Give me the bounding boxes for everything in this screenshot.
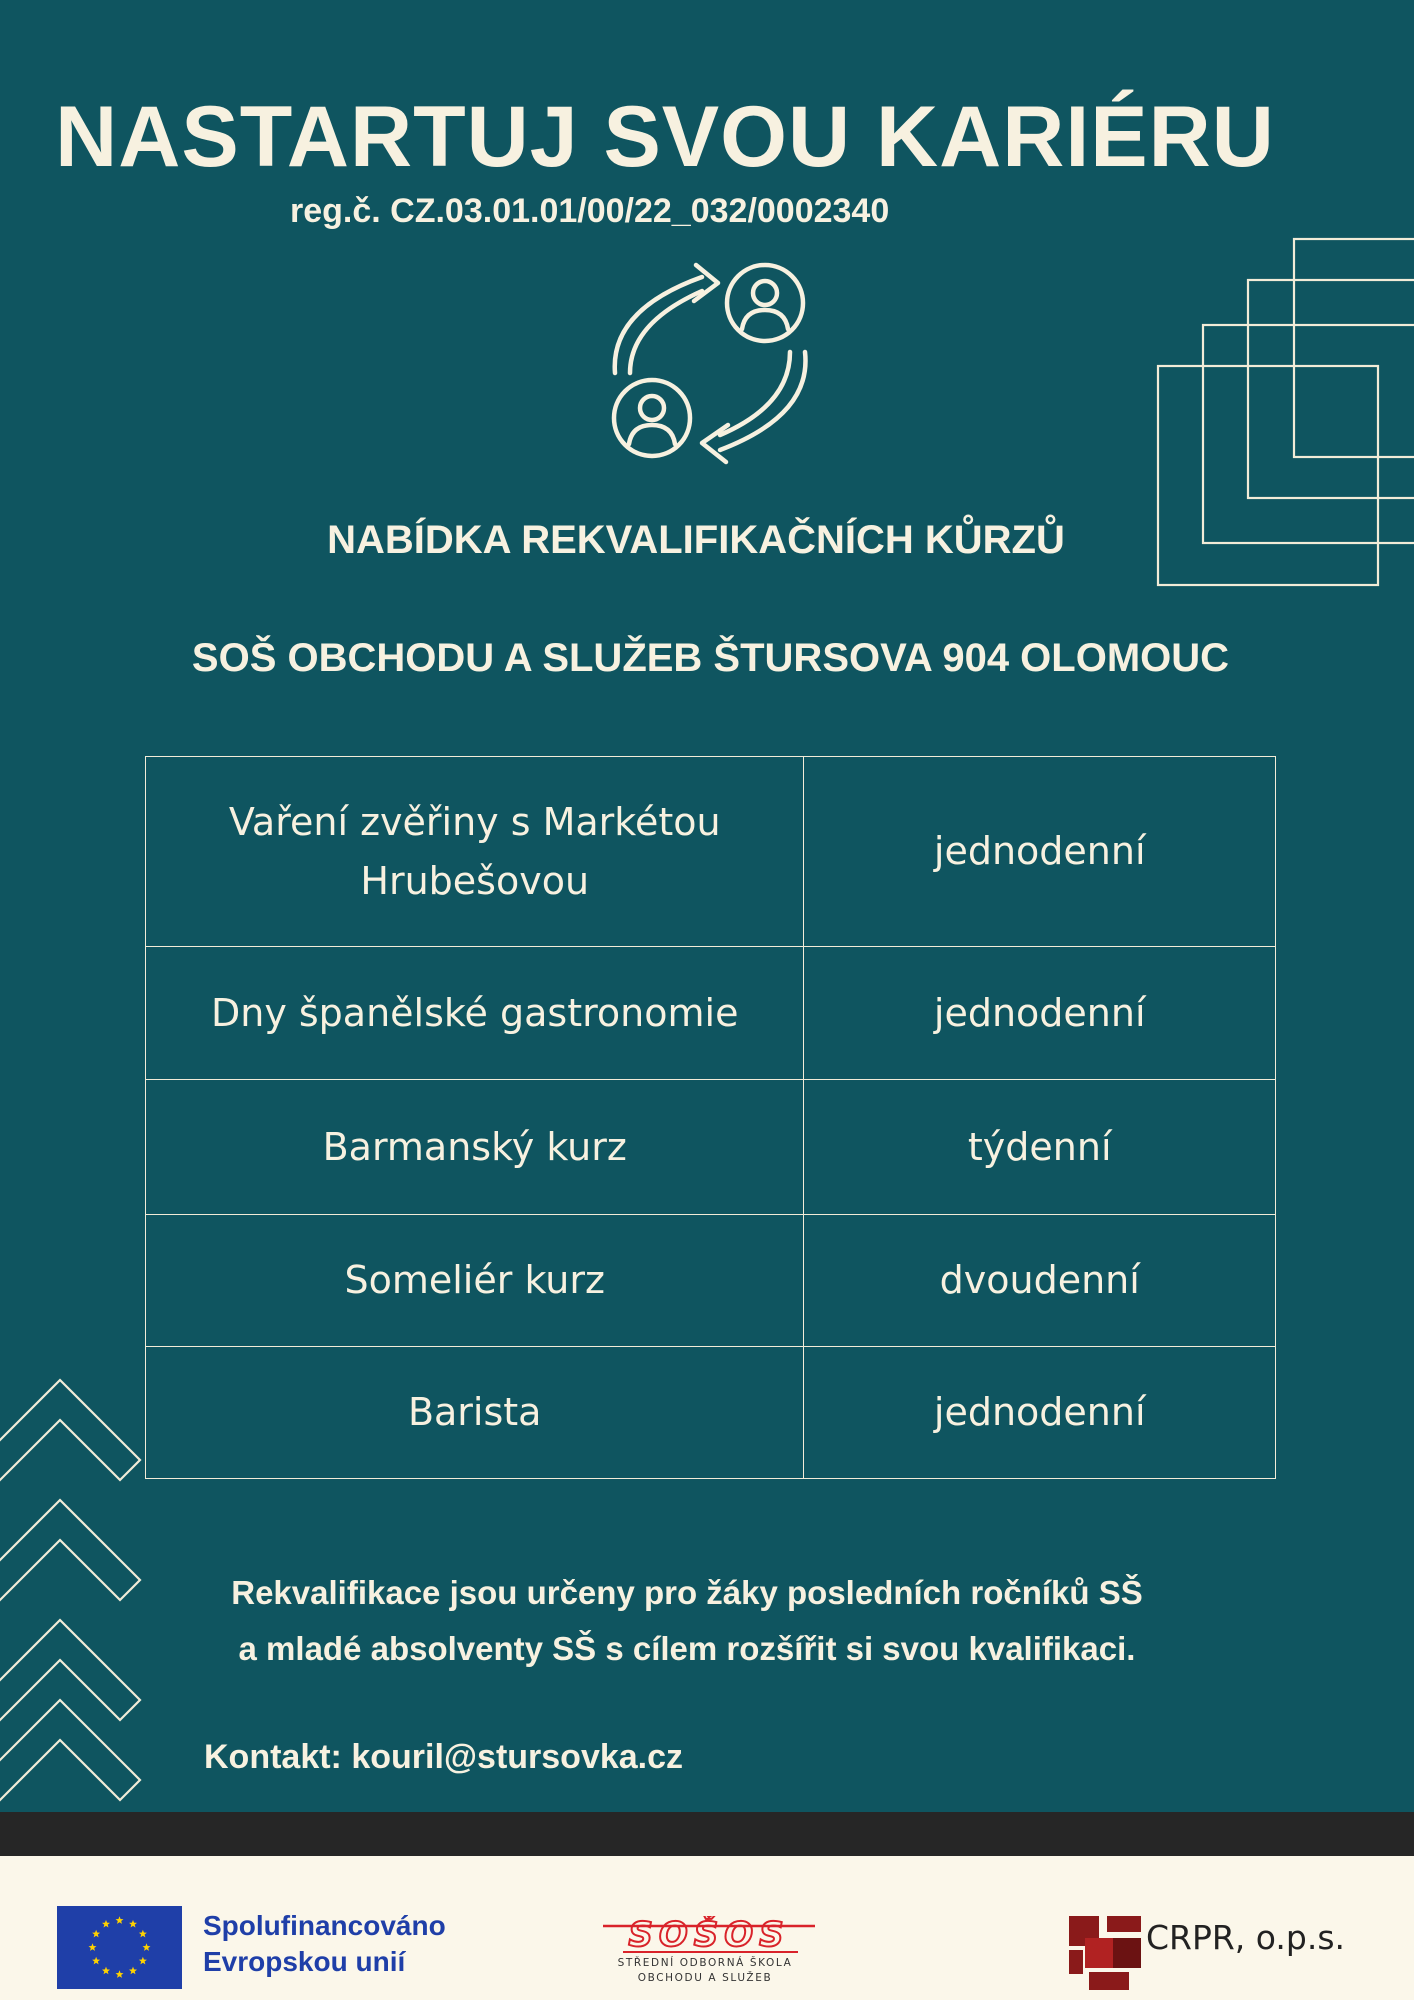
- course-duration: týdenní: [804, 1080, 1276, 1215]
- eligibility-note: [0, 1565, 1414, 1677]
- course-name: Dny španělské gastronomie: [146, 947, 804, 1080]
- crpr-label: CRPR, o.p.s.: [1146, 1918, 1345, 1957]
- course-name: Someliér kurz: [146, 1215, 804, 1347]
- table-row: [146, 1347, 1276, 1479]
- registration-number: reg.č. CZ.03.01.01/00/22_032/0002340: [290, 192, 890, 230]
- table-row: [146, 947, 1276, 1080]
- course-name: Barmanský kurz: [146, 1080, 804, 1215]
- sosos-subtitle: [600, 1956, 810, 1986]
- footer-divider-bar: [0, 1812, 1414, 1856]
- eu-line: Spolufinancováno: [203, 1910, 446, 1941]
- school-name: SOŠ OBCHODU A SLUŽEB ŠTURSOVA 904 OLOMOUC: [191, 636, 1230, 680]
- courses-subtitle: NABÍDKA REKVALIFIKAČNÍCH KŮRZŮ: [327, 518, 1065, 562]
- eu-cofinanced-label: [203, 1908, 446, 1980]
- sosos-line: STŘEDNÍ ODBORNÁ ŠKOLA: [617, 1957, 793, 1969]
- eu-flag-icon: [57, 1906, 182, 1989]
- footer: [0, 1856, 1414, 2000]
- course-duration: jednodenní: [804, 757, 1276, 947]
- courses-table: [145, 756, 1276, 1479]
- note-line: Rekvalifikace jsou určeny pro žáky posledních ročníků SŠ: [231, 1574, 1143, 1611]
- table-row: [146, 1215, 1276, 1347]
- course-duration: dvoudenní: [804, 1215, 1276, 1347]
- course-name: Barista: [146, 1347, 804, 1479]
- course-name: Vaření zvěřiny s Markétou Hrubešovou: [146, 757, 804, 947]
- contact-info: Kontakt: kouril@stursovka.cz: [204, 1738, 684, 1776]
- page-title: NASTARTUJ SVOU KARIÉRU: [55, 89, 1275, 185]
- note-line: a mladé absolventy SŠ s cílem rozšířit si svou kvalifikaci.: [238, 1630, 1136, 1667]
- people-exchange-icon: [600, 255, 820, 470]
- course-duration: jednodenní: [804, 947, 1276, 1080]
- sosos-wordmark: SOŠOS: [628, 1916, 790, 1955]
- course-duration: jednodenní: [804, 1347, 1276, 1479]
- table-row: [146, 757, 1276, 947]
- crpr-logo-icon: [1069, 1916, 1141, 1990]
- eu-line: Evropskou unií: [203, 1946, 406, 1977]
- table-row: [146, 1080, 1276, 1215]
- sosos-line: OBCHODU A SLUŽEB: [637, 1972, 773, 1984]
